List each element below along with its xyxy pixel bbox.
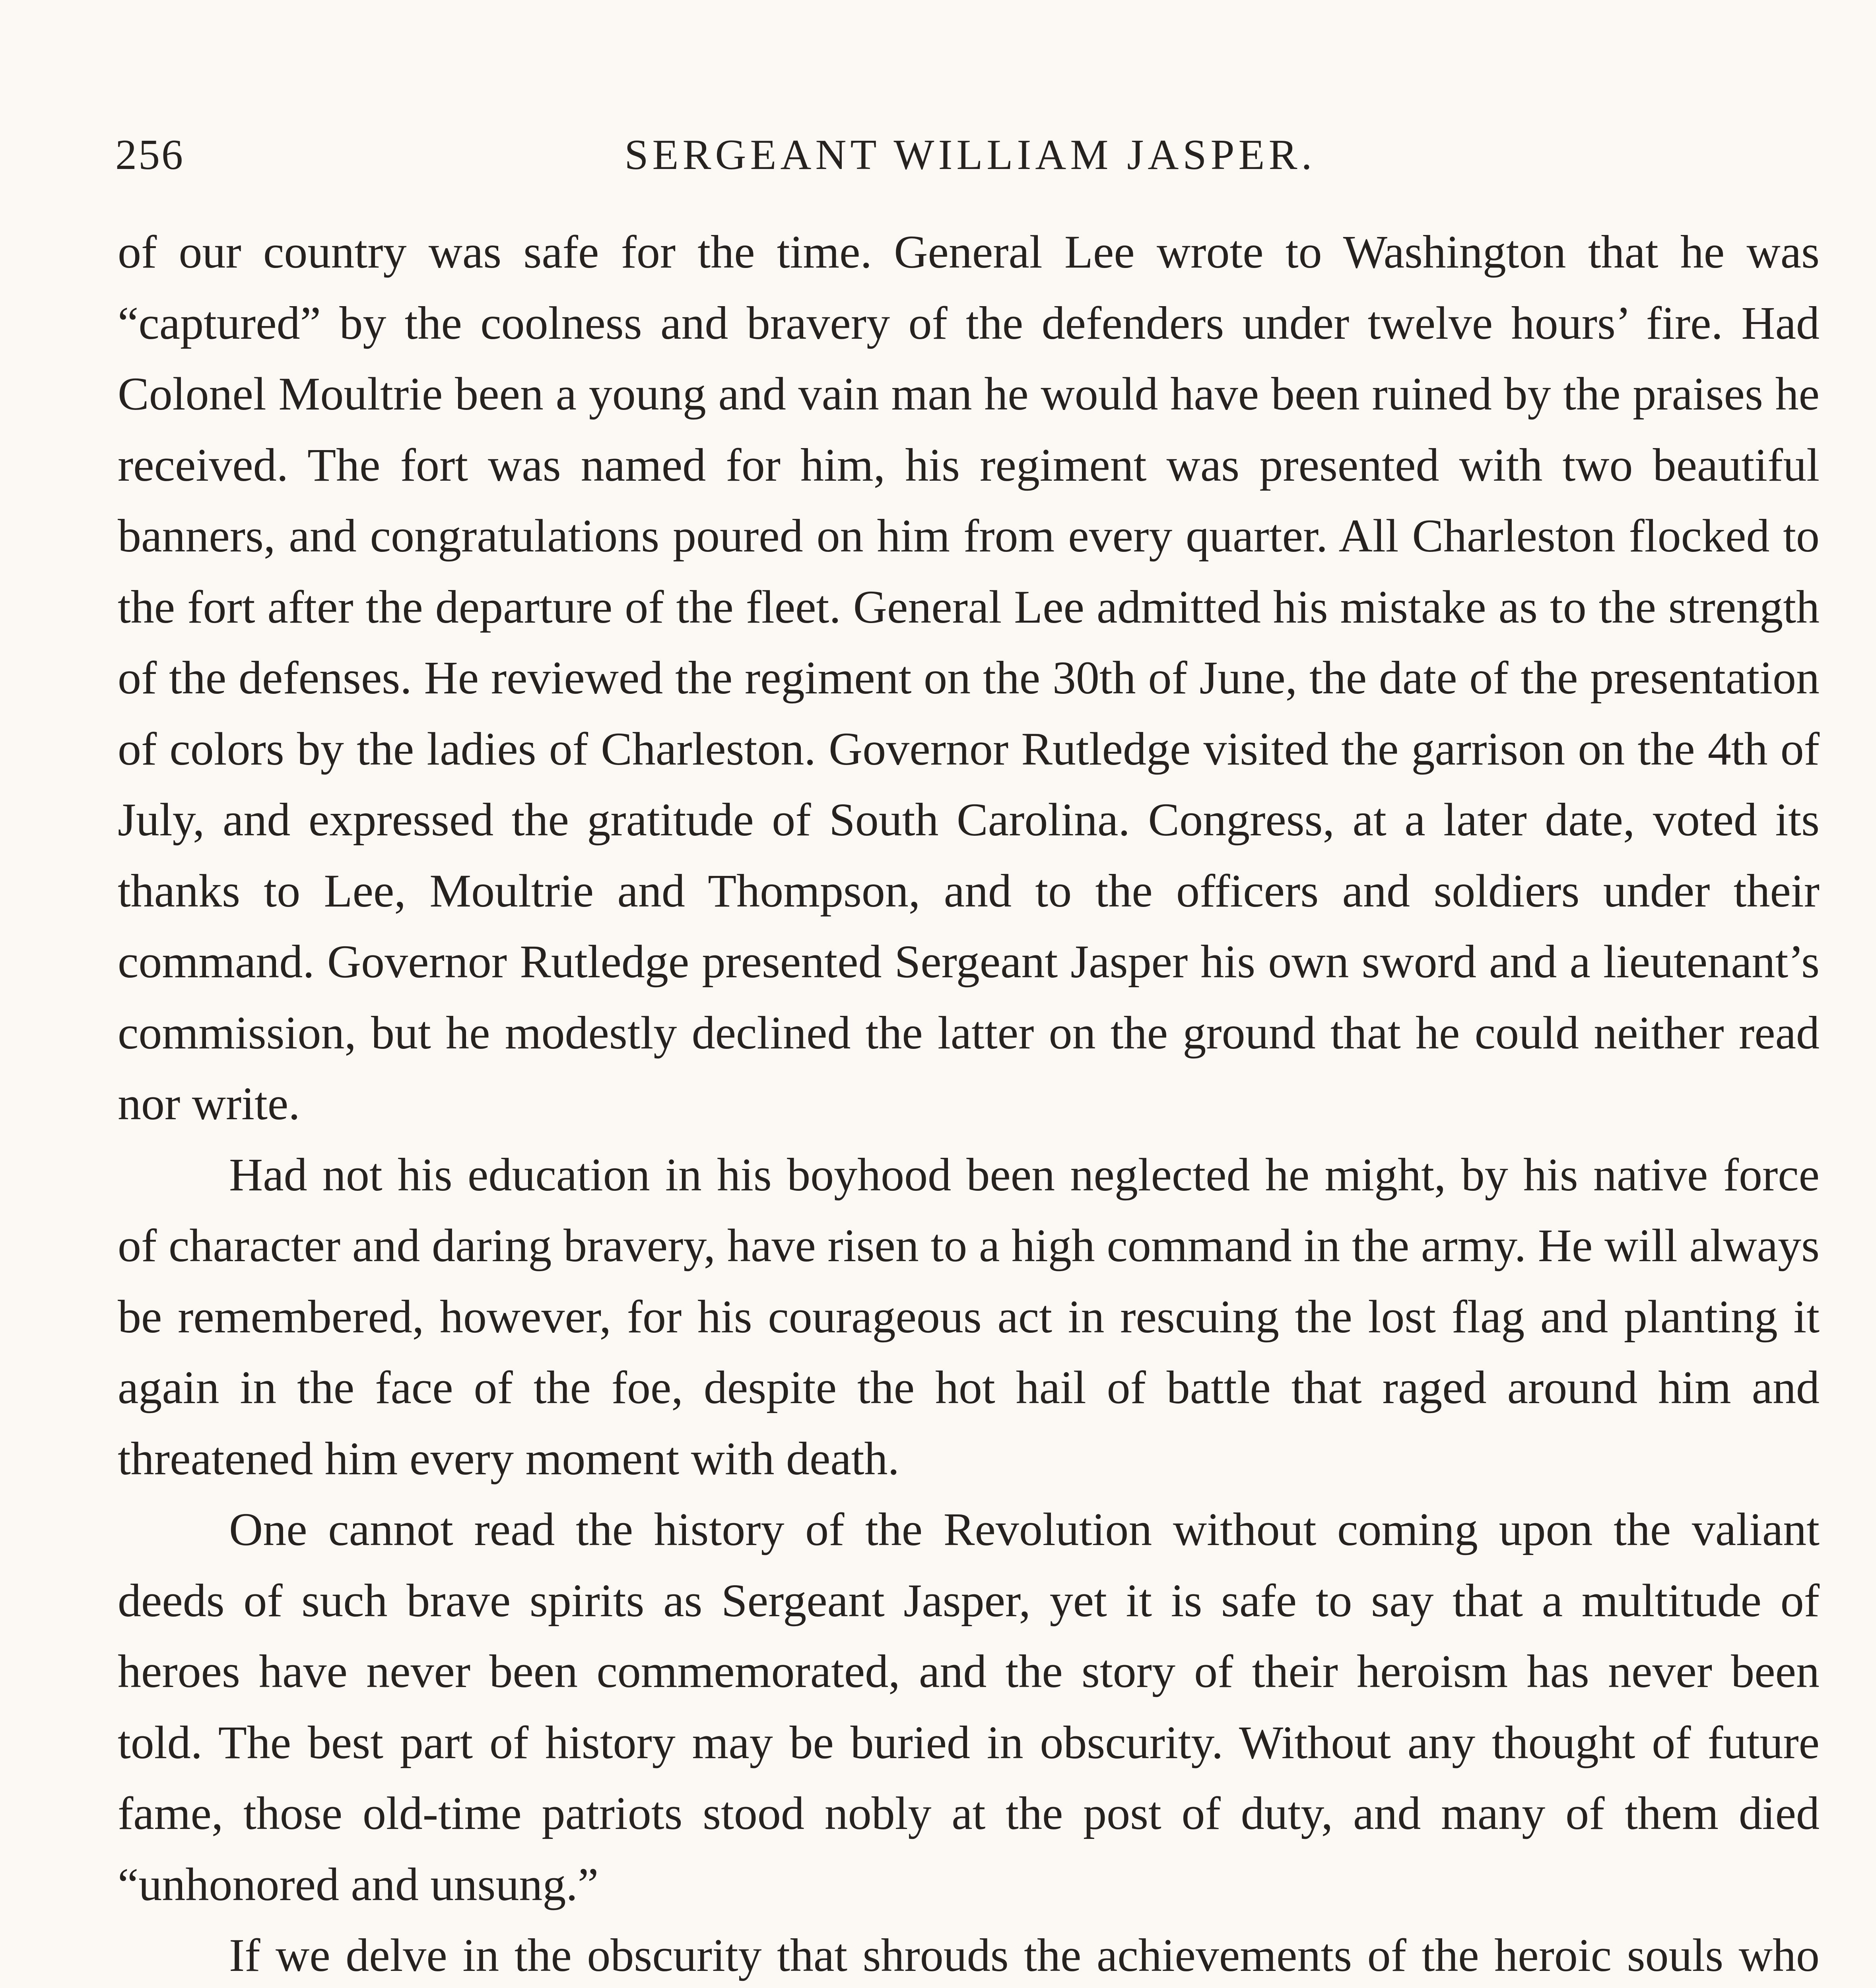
paragraph-3: One cannot read the history of the Revolution without coming upon the valiant deeds of such brave spirits as Sergeant Jasper, yet it is safe to say that a multitude of heroes have never been commemorated, and the story of their heroism has never been told. The best part of history may be buried in obscurity. Without any thought of future fame, those old-time patriots stood nobly at the post of duty, and many of them died “unhonored and unsung.” (118, 1503, 1820, 1910)
body-text (118, 217, 1820, 1988)
page-number: 256 (115, 131, 184, 179)
paragraph-4: If we delve in the obscurity that shrouds the achievements of the heroic souls who (229, 1929, 1820, 1981)
paragraph-2: Had not his education in his boyhood been neglected he might, by his native force of character and daring bravery, have risen to a high command in the army. He will always be remembered, however, for his courageous act in rescuing the lost flag and planting it again in the face of the foe, despite the hot hail of battle that raged around him and threatened him every moment with death. (118, 1148, 1820, 1485)
paragraph-1: of our country was safe for the time. General Lee wrote to Washington that he was “captured” by the coolness and bravery of the defenders under twelve hours’ fire. Had Colonel Moultrie been a young and vain man he would have been ruined by the praises he received. The fort was named for him, his regiment was presented with two beautiful banners, and congratulations poured on him from every quarter. All Charleston flocked to the fort after the departure of the fleet. General Lee admitted his mistake as to the strength of the defenses. He reviewed the regiment on the 30th of June, the date of the presentation of colors by the ladies of Charleston. Governor Rutledge visited the garrison on the 4th of July, and expressed the gratitude of South Carolina. Congress, at a later date, voted its thanks to Lee, Moultrie and Thompson, and to the officers and soldiers under their command. Governor Rutledge presented Sergeant Jasper his own sword and a lieutenant’s commission, but he modestly declined the latter on the ground that he could neither read nor write. (118, 226, 1820, 1130)
page-header (115, 123, 1825, 187)
running-head: SERGEANT WILLIAM JASPER. (624, 131, 1316, 179)
